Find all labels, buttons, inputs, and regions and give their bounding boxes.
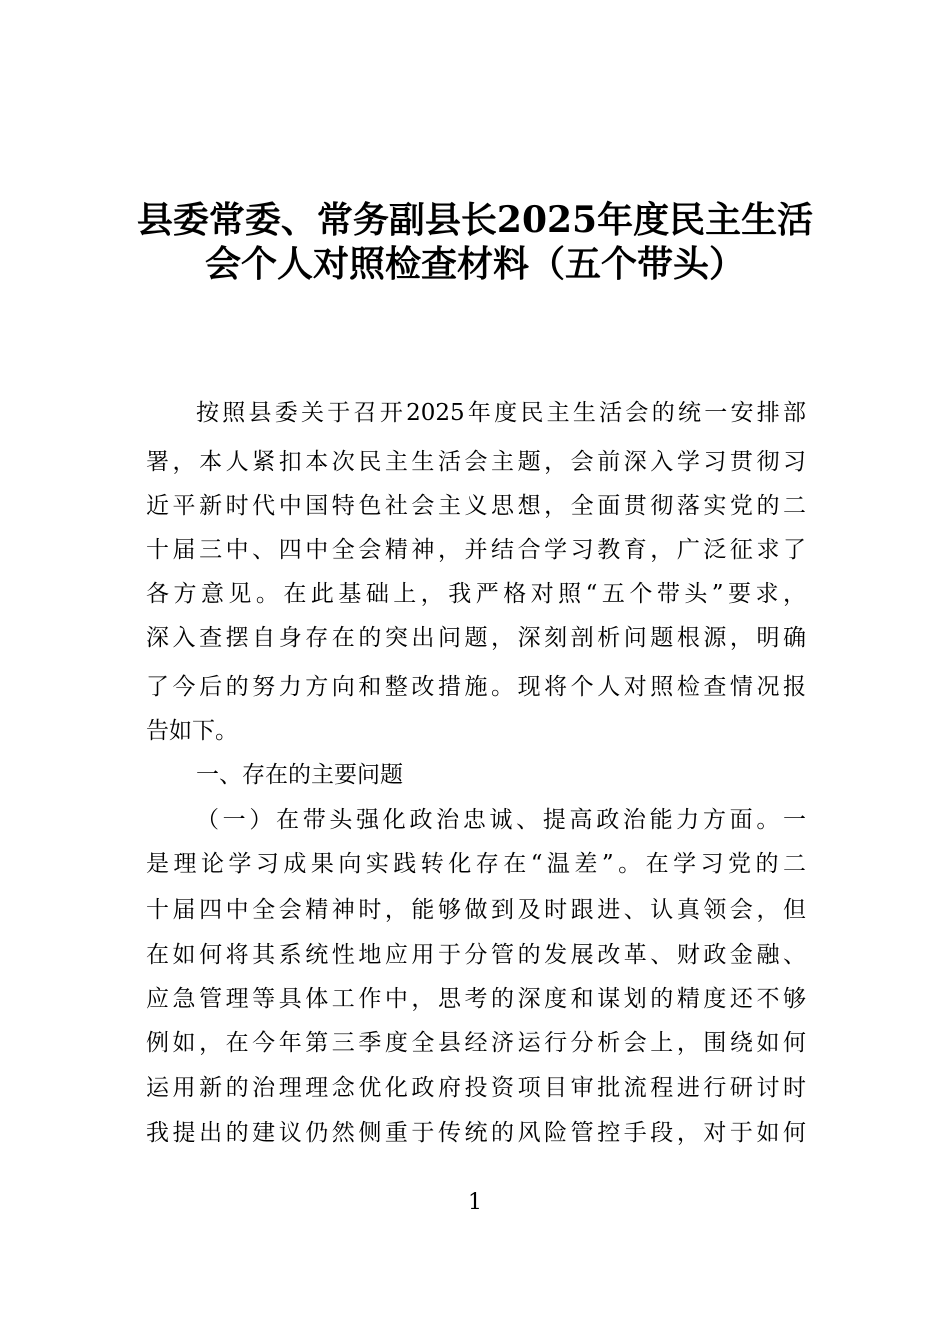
subsection-paragraph-line: 十届四中全会精神时，能够做到及时跟进、认真领会，但 (146, 897, 806, 923)
intro-paragraph-line: 各方意见。在此基础上，我严格对照“五个带头”要求， (146, 581, 806, 607)
intro-paragraph-line: 十届三中、四中全会精神，并结合学习教育，广泛征求了 (146, 537, 806, 563)
intro-paragraph-line: 了今后的努力方向和整改措施。现将个人对照检查情况报 (146, 674, 806, 700)
intro-paragraph-line: 近平新时代中国特色社会主义思想，全面贯彻落实党的二 (146, 493, 806, 519)
document-title-line-2: 会个人对照检查材料（五个带头） (204, 243, 745, 285)
page-number: 1 (468, 1190, 482, 1215)
subsection-paragraph-line: 是理论学习成果向实践转化存在“温差”。在学习党的二 (146, 851, 806, 877)
subsection-paragraph-line: 运用新的治理理念优化政府投资项目审批流程进行研讨时 (146, 1075, 806, 1101)
intro-paragraph-line: 署，本人紧扣本次民主生活会主题，会前深入学习贯彻习 (146, 449, 806, 475)
intro-paragraph-line: 深入查摆自身存在的突出问题，深刻剖析问题根源，明确 (146, 625, 806, 651)
subsection-paragraph-line: 我提出的建议仍然侧重于传统的风险管控手段，对于如何 (146, 1120, 806, 1146)
subsection-paragraph-line: 在如何将其系统性地应用于分管的发展改革、财政金融、 (146, 942, 806, 968)
intro-paragraph-line: 告如下。 (146, 718, 238, 744)
subsection-paragraph-line: 应急管理等具体工作中，思考的深度和谋划的精度还不够 (146, 986, 806, 1012)
section-heading: 一、存在的主要问题 (196, 762, 403, 788)
subsection-paragraph-line: 例如，在今年第三季度全县经济运行分析会上，围绕如何 (146, 1030, 806, 1056)
intro-paragraph-line: 按照县委关于召开2025年度民主生活会的统一安排部 (196, 400, 806, 426)
subsection-paragraph-line: （一）在带头强化政治忠诚、提高政治能力方面。一 (196, 807, 806, 833)
document-title-line-1: 县委常委、常务副县长2025年度民主生活 (136, 199, 814, 241)
